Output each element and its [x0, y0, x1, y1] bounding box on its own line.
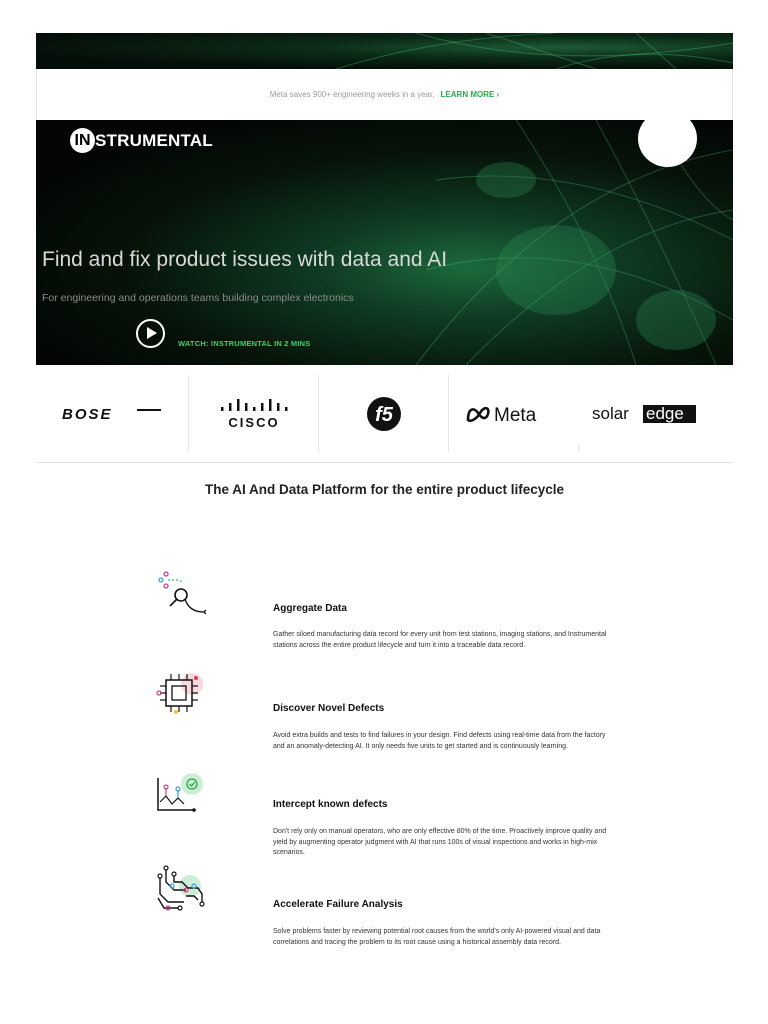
f5-logo-text: f5: [374, 403, 393, 426]
hero-headline: Find and fix product issues with data and AI: [42, 248, 448, 271]
solaredge-logo: [579, 375, 709, 452]
f5-logo: [319, 375, 448, 452]
platform-title: The AI And Data Platform for the entire product lifecycle: [204, 482, 565, 497]
feature-description: Avoid extra builds and tests to find failures in your design. Find defects using real-time data from the factory and an anomaly-detecting AI. It only needs five units to get started and is continuously learning.: [273, 732, 606, 750]
feature-title: Aggregate Data: [273, 603, 347, 614]
instrumental-logo[interactable]: [70, 128, 213, 153]
globe-grid-decoration: [36, 33, 733, 69]
watch-video-link[interactable]: WATCH: INSTRUMENTAL IN 2 MINS: [178, 339, 311, 348]
feature-description: Gather siloed manufacturing data record for every unit from test stations, imaging stations, and Instrumental stations across the entire product lifecycle and turn it into a traceable data record.: [273, 631, 607, 649]
announcement-message: Meta saves 900+ engineering weeks in a year.: [269, 90, 435, 99]
feature-description: Solve problems faster by reviewing potential root causes from the world's only AI-powered visual and data correlations and tracing the problem to its root cause using a historical assembly data record.: [273, 928, 601, 946]
bose-logo: [36, 375, 188, 452]
logo-mark: IN: [70, 128, 95, 153]
feature-title: Accelerate Failure Analysis: [273, 899, 403, 910]
magnifier-data-icon: [154, 568, 210, 620]
customer-logos: [36, 375, 733, 453]
solaredge-logo-text-edge: edge: [646, 403, 684, 423]
chart-check-icon: [154, 766, 210, 818]
section-divider: [36, 462, 733, 463]
bose-logo-text: BOSE: [62, 405, 113, 423]
chip-icon: [154, 668, 210, 720]
cisco-logo: [189, 375, 318, 452]
feature-description: Don't rely only on manual operators, who are only effective 80% of the time. Proactively improve quality and yield by augmenting operator judgment with AI that runs 100s of visual inspections and works in high-mix scenarios.: [273, 828, 607, 856]
feature-title: Discover Novel Defects: [273, 703, 385, 714]
logo-wordmark: STRUMENTAL: [95, 130, 213, 150]
learn-more-link[interactable]: LEARN MORE ›: [440, 90, 500, 99]
meta-logo: [449, 375, 578, 452]
announcement-bar: [36, 69, 733, 120]
hero-subheadline: For engineering and operations teams building complex electronics: [42, 292, 354, 304]
cisco-logo-text: CISCO: [227, 414, 280, 429]
play-icon[interactable]: [136, 319, 165, 348]
circuit-icon: [154, 864, 210, 916]
feature-title: Intercept known defects: [273, 799, 388, 810]
meta-logo-text: Meta: [493, 404, 536, 426]
hero-section: [36, 120, 733, 365]
top-hero-strip: [36, 33, 733, 69]
solaredge-logo-text-solar: solar: [592, 403, 629, 423]
